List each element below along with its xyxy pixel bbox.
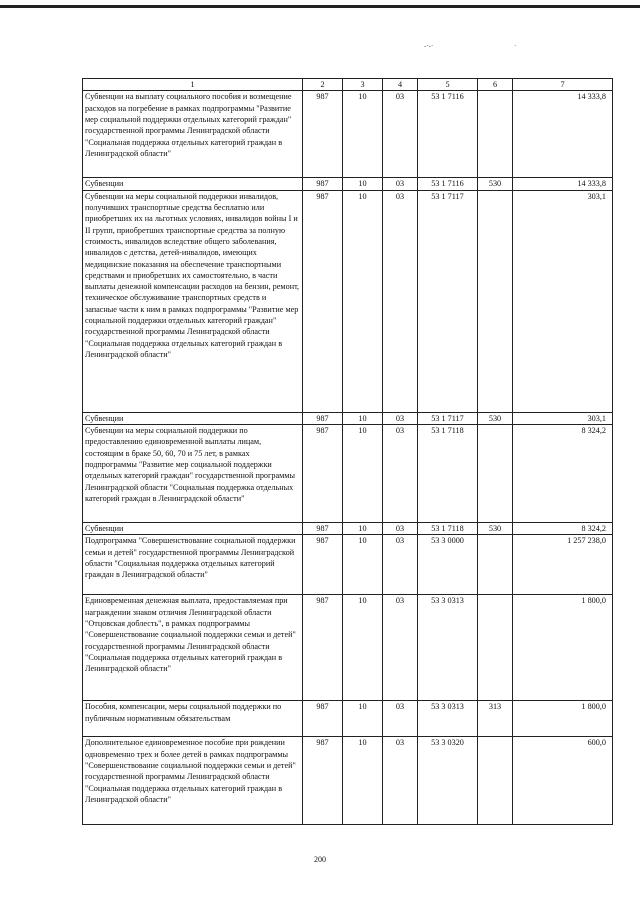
target-article-code: 53 1 7117 xyxy=(418,412,478,424)
amount: 8 324,2 xyxy=(513,522,613,534)
subsection-code: 03 xyxy=(383,91,418,178)
expense-type-code: 530 xyxy=(478,412,513,424)
target-article-code: 53 1 7118 xyxy=(418,424,478,522)
ministry-code: 987 xyxy=(303,190,343,412)
subsection-code: 03 xyxy=(383,737,418,825)
row-name: Субвенции xyxy=(83,178,303,190)
expense-type-code: 530 xyxy=(478,522,513,534)
subsection-code: 03 xyxy=(383,178,418,190)
row-name: Субвенции xyxy=(83,522,303,534)
column-header: 2 xyxy=(303,79,343,91)
expense-type-code: 530 xyxy=(478,178,513,190)
amount: 1 257 238,0 xyxy=(513,535,613,595)
section-code: 10 xyxy=(343,412,383,424)
amount: 303,1 xyxy=(513,190,613,412)
row-name: Субвенции xyxy=(83,412,303,424)
subsection-code: 03 xyxy=(383,522,418,534)
section-code: 10 xyxy=(343,91,383,178)
column-header: 1 xyxy=(83,79,303,91)
subsection-code: 03 xyxy=(383,701,418,737)
target-article-code: 53 1 7116 xyxy=(418,178,478,190)
section-code: 10 xyxy=(343,522,383,534)
row-name: Субвенции на меры социальной поддержки инвалидов, получивших транспортные средства бесплатно или приобретших их на льготных условиях, инвалидов войны I и II групп, приобретших транспортные средства за полную стоимость, инвалидов вследствие общего заболевания, инвалидов с детства, детей-инвалидов, имеющих медицинские показания на обеспечение транспортными средствами и приобретших их самостоятельно, в части выплаты денежной компенсации расходов на бензин, ремонт, техническое обслуживание транспортных средств и запасные части к ним в рамках подпрограммы "Развитие мер социальной поддержки отдельных категорий граждан" государственной программы Ленинградской области "Социальная поддержка отдельных категорий граждан в Ленинградской области" xyxy=(83,190,303,412)
row-name: Подпрограмма "Совершенствование социальной поддержки семьи и детей" государственной программы Ленинградской области "Социальная поддержка отдельных категорий граждан в Ленинградской области" xyxy=(83,535,303,595)
amount: 8 324,2 xyxy=(513,424,613,522)
table-row xyxy=(83,412,613,424)
expense-type-code: 313 xyxy=(478,701,513,737)
column-header: 4 xyxy=(383,79,418,91)
section-code: 10 xyxy=(343,535,383,595)
ministry-code: 987 xyxy=(303,424,343,522)
expense-type-code xyxy=(478,737,513,825)
subsection-code: 03 xyxy=(383,535,418,595)
table-row xyxy=(83,91,613,178)
subsection-code: 03 xyxy=(383,412,418,424)
ministry-code: 987 xyxy=(303,522,343,534)
table-row xyxy=(83,535,613,595)
target-article-code: 53 1 7116 xyxy=(418,91,478,178)
row-name: Пособия, компенсации, меры социальной поддержки по публичным нормативным обязательствам xyxy=(83,701,303,737)
row-name: Единовременная денежная выплата, предоставляемая при награждении знаком отличия Ленинградской области "Отцовская доблесть", в рамках подпрограммы "Совершенствование социальной поддержки семьи и детей" государственной программы Ленинградской области "Социальная поддержка отдельных категорий граждан в Ленинградской области" xyxy=(83,595,303,701)
section-code: 10 xyxy=(343,595,383,701)
subsection-code: 03 xyxy=(383,424,418,522)
target-article-code: 53 3 0000 xyxy=(418,535,478,595)
row-name: Субвенции на выплату социального пособия и возмещение расходов на погребение в рамках подпрограммы "Развитие мер социальной поддержки отдельных категорий граждан" государственной программы Ленинградской области "Социальная поддержка отдельных категорий граждан в Ленинградской области" xyxy=(83,91,303,178)
target-article-code: 53 1 7117 xyxy=(418,190,478,412)
subsection-code: 03 xyxy=(383,595,418,701)
column-header: 3 xyxy=(343,79,383,91)
amount: 1 800,0 xyxy=(513,595,613,701)
column-header: 6 xyxy=(478,79,513,91)
column-header: 5 xyxy=(418,79,478,91)
scan-artifact: -·-· xyxy=(424,42,434,50)
amount: 14 333,8 xyxy=(513,91,613,178)
section-code: 10 xyxy=(343,737,383,825)
ministry-code: 987 xyxy=(303,535,343,595)
table-row xyxy=(83,190,613,412)
table-row xyxy=(83,424,613,522)
expense-type-code xyxy=(478,595,513,701)
target-article-code: 53 3 0320 xyxy=(418,737,478,825)
expense-type-code xyxy=(478,424,513,522)
subsection-code: 03 xyxy=(383,190,418,412)
section-code: 10 xyxy=(343,178,383,190)
amount: 1 800,0 xyxy=(513,701,613,737)
ministry-code: 987 xyxy=(303,412,343,424)
table-row xyxy=(83,178,613,190)
row-name: Дополнительное единовременное пособие при рождении одновременно трех и более детей в рамках подпрограммы "Совершенствование социальной поддержки семьи и детей" государственной программы Ленинградской области "Социальная поддержка отдельных категорий граждан в Ленинградской области" xyxy=(83,737,303,825)
section-code: 10 xyxy=(343,701,383,737)
expense-type-code xyxy=(478,190,513,412)
top-scan-edge xyxy=(0,5,640,8)
section-code: 10 xyxy=(343,424,383,522)
target-article-code: 53 1 7118 xyxy=(418,522,478,534)
section-code: 10 xyxy=(343,190,383,412)
ministry-code: 987 xyxy=(303,178,343,190)
table-row xyxy=(83,595,613,701)
row-name: Субвенции на меры социальной поддержки по предоставлению единовременной выплаты лицам, состоящим в браке 50, 60, 70 и 75 лет, в рамках подпрограммы "Развитие мер социальной поддержки отдельных категорий граждан" государственной программы Ленинградской области "Социальная поддержка отдельных категорий граждан в Ленинградской области" xyxy=(83,424,303,522)
table-row xyxy=(83,522,613,534)
ministry-code: 987 xyxy=(303,737,343,825)
column-header: 7 xyxy=(513,79,613,91)
amount: 600,0 xyxy=(513,737,613,825)
ministry-code: 987 xyxy=(303,701,343,737)
scan-artifact: · xyxy=(514,42,517,50)
table-row xyxy=(83,737,613,825)
amount: 14 333,8 xyxy=(513,178,613,190)
table-row xyxy=(83,701,613,737)
ministry-code: 987 xyxy=(303,595,343,701)
target-article-code: 53 3 0313 xyxy=(418,595,478,701)
target-article-code: 53 3 0313 xyxy=(418,701,478,737)
budget-table xyxy=(82,78,613,825)
table-header-row xyxy=(83,79,613,91)
amount: 303,1 xyxy=(513,412,613,424)
expense-type-code xyxy=(478,535,513,595)
expense-type-code xyxy=(478,91,513,178)
page-number: 200 xyxy=(314,855,326,864)
ministry-code: 987 xyxy=(303,91,343,178)
